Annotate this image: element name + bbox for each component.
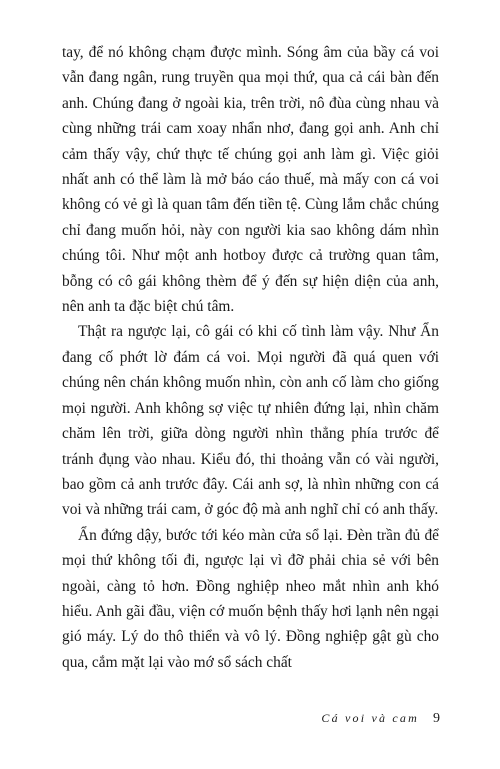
running-title: Cá voi và cam <box>321 711 419 725</box>
body-text <box>62 40 439 675</box>
paragraph-2: Thật ra ngược lại, cô gái có khi cố tình làm vậy. Như Ẩn đang cố phớt lờ đám cá voi. Mọi người đã quá quen với chúng nên chán không muốn nhìn, còn anh cố làm cho giống mọi người. Anh không sợ việc tự nhiên đứng lại, nhìn chăm chăm lên trời, giữa dòng người nhìn thẳng phía trước để tránh đụng vào nhau. Kiểu đó, thi thoảng vẫn có vài người, bao gồm cả anh trước đây. Cái anh sợ, là nhìn những con cá voi và những trái cam, ở góc độ mà anh nghĩ chỉ có anh thấy. <box>62 323 439 519</box>
paragraph-1: tay, để nó không chạm được mình. Sóng âm của bầy cá voi vẫn đang ngân, rung truyền qua mọi thứ, qua cả cái bàn đến anh. Chúng đang ở ngoài kia, trên trời, nô đùa cùng nhau và cùng những trái cam xoay nhẩn nhơ, đang gọi anh. Anh chỉ cảm thấy vậy, chứ thực tế chúng gọi anh làm gì. Việc giỏi nhất anh có thể làm là mở báo cáo thuế, mà mấy con cá voi không có vẻ gì là quan tâm đến tiền tệ. Cùng lắm chắc chúng chỉ đang muốn hỏi, này con người kia sao không dám nhìn chúng tôi. Như một anh hotboy được cả trường quan tâm, bỗng có cô gái không thèm để ý đến sự hiện diện của anh, nên anh ta đặc biệt chú tâm. <box>62 44 439 316</box>
page-number: 9 <box>433 711 440 726</box>
page-footer <box>0 709 440 727</box>
paragraph-3: Ẩn đứng dậy, bước tới kéo màn cửa sổ lại. Đèn trần đủ để mọi thứ không tối đi, ngược lại vì đỡ phải chia sẻ với bên ngoài, càng tỏ hơn. Đồng nghiệp nheo mắt nhìn anh khó hiểu. Anh gãi đầu, viện cớ muốn bệnh thấy hơi lạnh nên ngại gió máy. Lý do thô thiển và vô lý. Đồng nghiệp gật gù cho qua, cắm mặt lại vào mớ sổ sách chất <box>62 526 439 671</box>
